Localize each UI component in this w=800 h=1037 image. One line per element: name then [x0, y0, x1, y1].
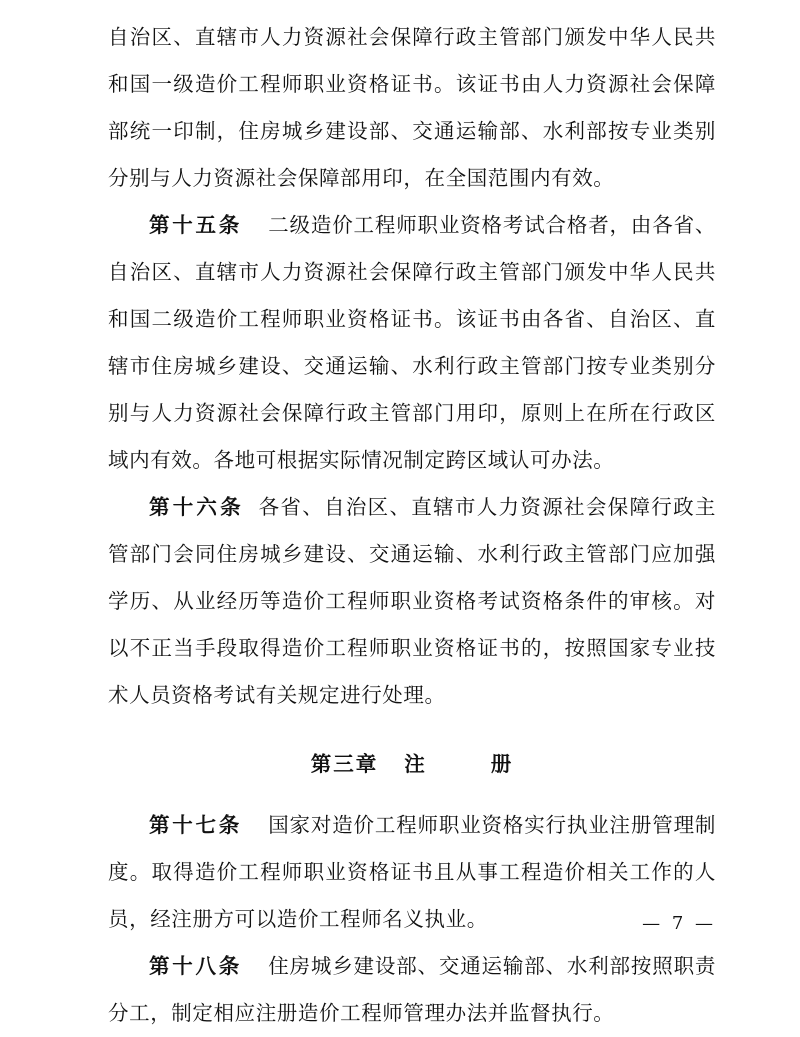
paragraph-article15	[108, 202, 716, 484]
chapter-heading	[108, 741, 716, 788]
page-number: — 7 —	[642, 913, 716, 934]
article-heading: 第十八条	[149, 954, 242, 978]
chapter-title-char1: 注	[404, 752, 427, 776]
article-heading: 第十五条	[149, 213, 242, 237]
paragraph-text: 各省、自治区、直辖市人力资源社会保障行政主管部门会同住房城乡建设、交通运输、水利行政主管部门应加强学历、从业经历等造价工程师职业资格考试资格条件的审核。对以不正当手段取得造价工程师职业资格证书的，按照国家专业技术人员资格考试有关规定进行处理。	[108, 495, 717, 707]
paragraph-article17	[108, 802, 716, 943]
paragraph-article18	[108, 943, 716, 1037]
paragraph-article16	[108, 484, 716, 719]
chapter-title-char2: 册	[490, 752, 514, 776]
paragraph-text: 国家对造价工程师职业资格实行执业注册管理制度。取得造价工程师职业资格证书且从事工程造价相关工作的人员，经注册方可以造价工程师名义执业。	[108, 813, 716, 931]
article-heading: 第十七条	[149, 813, 242, 837]
chapter-label: 第三章	[310, 752, 379, 776]
paragraph-text: 自治区、直辖市人力资源社会保障行政主管部门颁发中华人民共和国一级造价工程师职业资格证书。该证书由人力资源社会保障部统一印制，住房城乡建设部、交通运输部、水利部按专业类别分别与人力资源社会保障部用印，在全国范围内有效。	[108, 25, 716, 190]
paragraph-text: 二级造价工程师职业资格考试合格者，由各省、自治区、直辖市人力资源社会保障行政主管部门颁发中华人民共和国二级造价工程师职业资格证书。该证书由各省、自治区、直辖市住房城乡建设、交通运输、水利行政主管部门按专业类别分别与人力资源社会保障行政主管部门用印，原则上在所在行政区域内有效。各地可根据实际情况制定跨区域认可办法。	[108, 213, 716, 472]
paragraph-continuation-article14	[108, 14, 716, 202]
paragraph-text: 住房城乡建设部、交通运输部、水利部按照职责分工，制定相应注册造价工程师管理办法并监督执行。	[108, 954, 716, 1025]
article-heading: 第十六条	[149, 495, 244, 519]
